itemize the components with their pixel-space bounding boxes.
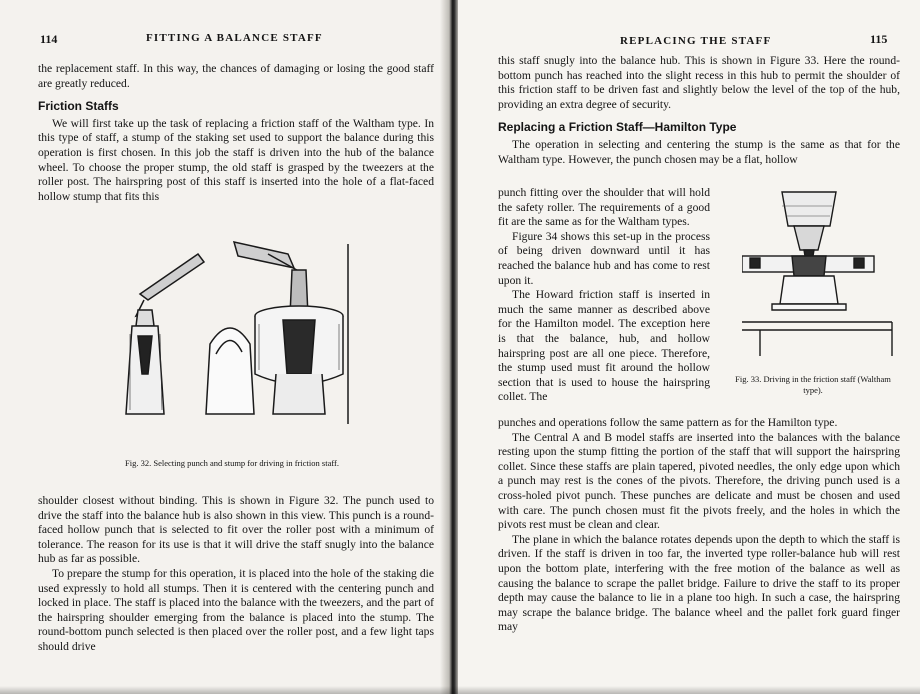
paragraph: Figure 34 shows this set-up in the process of being driven downward until it has reached the balance hub and has come to rest upon it. xyxy=(498,229,710,287)
figure-32-illustration xyxy=(118,224,368,452)
paragraph: We will first take up the task of replacing a friction staff of the Waltham type. In this type of staff, a stump of the staking set used to support the balance during this operation is first chosen. In this job the staff is driven into the hub of the balance wheel. To choose the proper stump, the old staff is grasped by the tweezers at the roller post. The hairspring post of this staff is inserted into the hole of a flat-faced hollow stump that fits this xyxy=(38,116,434,203)
figure-33-caption: Fig. 33. Driving in the friction staff (Waltham type). xyxy=(735,374,891,395)
paragraph: The Central A and B model staffs are inserted into the balances with the balance resting upon the stump fitting the portion of the staff that will support the hairspring collet. Since these staffs are plain tapered, pivoted needles, the only edge upon which a punch may rest is the cones of the pivots. Therefore, the driving punch used is a cross-holed pivot punch. These punches are delicate and must be chosen and used with care. The punch chosen must fit the pivots freely, and the holes in which the pivots rest must be clean and clear. xyxy=(498,430,900,532)
text-block-bottom xyxy=(38,494,434,655)
figure-33-illustration xyxy=(742,186,902,358)
left-page xyxy=(0,0,452,694)
paragraph: this staff snugly into the balance hub. This is shown in Figure 33. Here the round-bottom punch has reached into the slight recess in this hub to permit the shoulder of this friction staff to be driven fast and slightly below the level of the top of the hub, providing an extra degree of security. xyxy=(498,54,900,111)
paragraph: The operation in selecting and centering the stump is the same as that for the Waltham type. However, the punch chosen may be a flat, hollow xyxy=(498,137,900,166)
text-block-wrapped xyxy=(498,186,710,405)
paragraph: To prepare the stump for this operation, it is placed into the hole of the staking die used expressly to hold all stumps. Then it is centered with the centering punch and locked in place. The staff is placed into the balance with the tweezers, and the part of the hairspring shoulder emerging from the balance is placed into the stump. The round-bottom punch selected is then placed over the roller post, and a few light taps should drive xyxy=(38,566,434,653)
text-block-bottom xyxy=(498,416,900,635)
page-number: 114 xyxy=(40,32,58,46)
text-block-top xyxy=(498,54,900,167)
page-edge-shadow xyxy=(0,686,920,694)
paragraph: The Howard friction staff is inserted in much the same manner as described above for the Hamilton model. The exception here is that the balance, hub, and hollow hairspring post are all one piece. Therefore, the stump used must fit around the hollow section that is used to house the hairspring collet. The xyxy=(498,288,710,404)
paragraph: punches and operations follow the same pattern as for the Hamilton type. xyxy=(498,416,838,429)
text-block-top xyxy=(38,62,434,204)
running-head: REPLACING THE STAFF xyxy=(620,35,772,47)
running-head: FITTING A BALANCE STAFF xyxy=(146,32,323,44)
paragraph: the replacement staff. In this way, the chances of damaging or losing the good staff are greatly reduced. xyxy=(38,62,434,90)
right-page xyxy=(458,0,920,694)
figure-32-caption: Fig. 32. Selecting punch and stump for driving in friction staff. xyxy=(125,458,339,468)
section-heading: Replacing a Friction Staff—Hamilton Type xyxy=(498,120,737,135)
page-number: 115 xyxy=(870,32,888,46)
paragraph: shoulder closest without binding. This is shown in Figure 32. The punch used to drive the staff into the balance hub is also shown in this view. This punch is a round-faced hollow punch that is selected to fit over the roller post with a minimum of tolerance. The reason for its use is that it will drive the staff snugly into the balance hub as far as possible. xyxy=(38,494,434,566)
paragraph: punch fitting over the shoulder that will hold the safety roller. The requirements of a good fit are the same as for the Waltham types. xyxy=(498,186,710,229)
paragraph: The plane in which the balance rotates depends upon the depth to which the staff is driven. If the staff is driven in too far, the inverted type roller-balance hub will rest upon the bottom plate, interfering with the free motion of the balance as well as causing the balance to scrape the pallet bridge. Failure to drive the staff to its proper depth may cause the balance to lie in a plane too high. In such a case, the hairspring may scrape the balance bridge. The balance wheel and the pallet fork guard finger may xyxy=(498,532,900,634)
section-heading: Friction Staffs xyxy=(38,99,119,114)
